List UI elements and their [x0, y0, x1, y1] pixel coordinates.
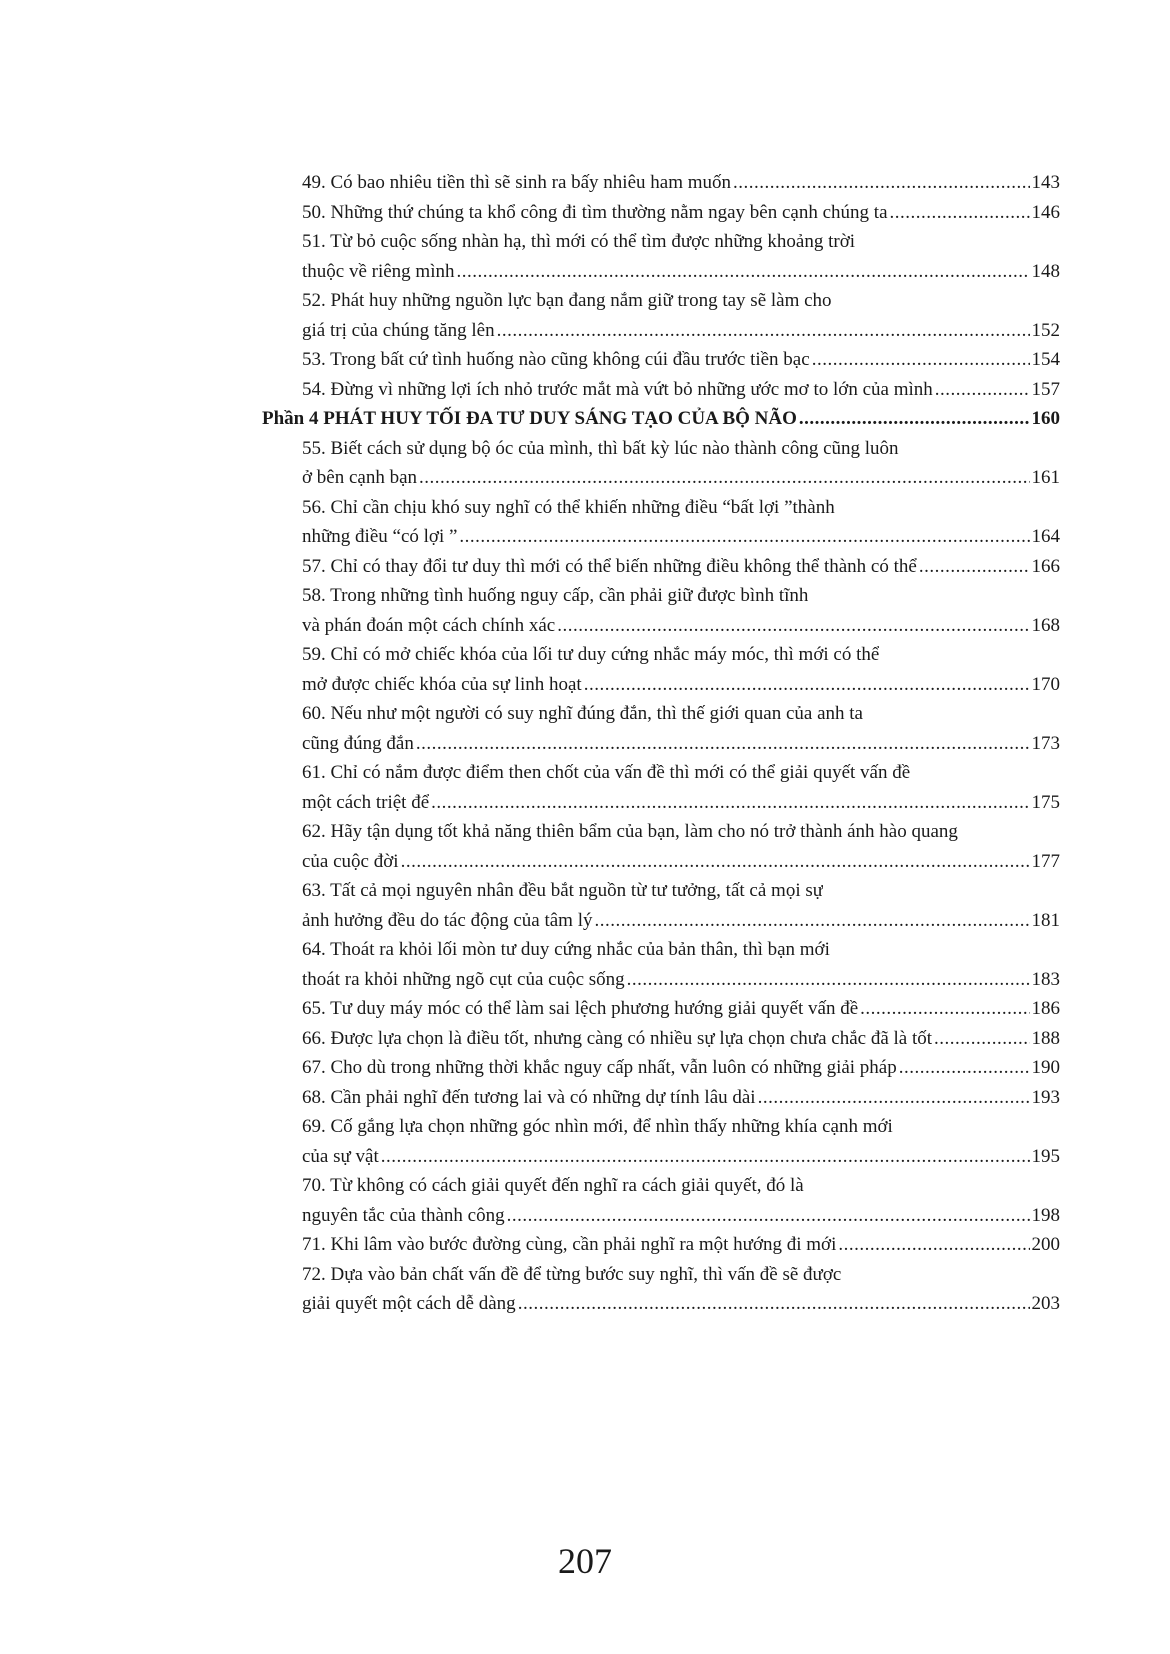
toc-entry-line — [302, 1024, 1060, 1054]
toc-entry-title: 52. Phát huy những nguồn lực bạn đang nắm giữ trong tay sẽ làm cho — [302, 290, 832, 311]
toc-entry-title: ảnh hưởng đều do tác động của tâm lý — [302, 909, 593, 931]
toc-page-number: 186 — [1031, 998, 1060, 1019]
toc-entry-line — [302, 522, 1060, 552]
toc-entry-line — [302, 906, 1060, 936]
toc-page-number: 177 — [1031, 850, 1060, 872]
toc-entry-title: giải quyết một cách dễ dàng — [302, 1293, 516, 1314]
dot-leader — [627, 965, 1030, 995]
dot-leader — [838, 1230, 1029, 1260]
toc-page-number: 203 — [1031, 1293, 1060, 1314]
toc-entry-title: 62. Hãy tận dụng tốt khả năng thiên bẩm của bạn, làm cho nó trở thành ánh hào quang — [302, 821, 958, 842]
toc-page-number: 166 — [1031, 555, 1060, 577]
toc-entry-title: 55. Biết cách sử dụng bộ óc của mình, thì bất kỳ lúc nào thành công cũng luôn — [302, 437, 899, 459]
toc-entry-title: 61. Chỉ có nắm được điểm then chốt của vấn đề thì mới có thể giải quyết vấn đề — [302, 762, 911, 783]
toc-entry-line — [302, 817, 1060, 847]
toc-entry-line — [302, 345, 1060, 375]
toc-entry-line — [302, 758, 1060, 788]
dot-leader — [899, 1053, 1030, 1083]
toc-entry-line — [302, 493, 1060, 523]
toc-page-number: 198 — [1031, 1204, 1060, 1226]
toc-entry-line — [302, 1230, 1060, 1260]
dot-leader — [497, 316, 1030, 346]
toc-page-number: 154 — [1031, 349, 1060, 370]
toc-entry-line — [302, 965, 1060, 995]
toc-entry-line — [302, 168, 1060, 198]
dot-leader — [431, 788, 1029, 818]
toc-page-number: 193 — [1031, 1086, 1060, 1108]
toc-entry-line — [302, 788, 1060, 818]
toc-entry-line — [302, 1083, 1060, 1113]
toc-page-number: 160 — [1031, 408, 1060, 429]
toc-entry-title: ở bên cạnh bạn — [302, 467, 418, 488]
toc-entry-title: 69. Cố gắng lựa chọn những góc nhìn mới, để nhìn thấy những khía cạnh mới — [302, 1116, 893, 1137]
toc-entry-title: 58. Trong những tình huống nguy cấp, cần phải giữ được bình tĩnh — [302, 585, 809, 606]
toc-page-number: 200 — [1031, 1234, 1060, 1255]
dot-leader — [935, 375, 1030, 405]
dot-leader — [812, 345, 1030, 375]
toc-entry-line — [302, 1142, 1060, 1172]
toc-page-number: 181 — [1031, 909, 1060, 931]
toc-entry-title: 65. Tư duy máy móc có thể làm sai lệch phương hướng giải quyết vấn đề — [302, 998, 859, 1019]
toc-entry-line — [302, 1201, 1060, 1231]
toc-entry-title: của cuộc đời — [302, 850, 399, 872]
toc-entry-line — [302, 1289, 1060, 1319]
table-of-contents — [262, 168, 1060, 1319]
toc-page-number: 168 — [1031, 614, 1060, 636]
toc-entry-title: 63. Tất cả mọi nguyên nhân đều bắt nguồn từ tư tưởng, tất cả mọi sự — [302, 880, 824, 901]
toc-entry-title: 71. Khi lâm vào bước đường cùng, cần phải nghĩ ra một hướng đi mới — [302, 1234, 837, 1255]
toc-entry-title: 68. Cần phải nghĩ đến tương lai và có những dự tính lâu dài — [302, 1086, 756, 1108]
toc-entry-line — [302, 1053, 1060, 1083]
toc-entry-title: mở được chiếc khóa của sự linh hoạt — [302, 673, 582, 695]
toc-page-number: 161 — [1031, 467, 1060, 488]
toc-entry-title: thuộc về riêng mình — [302, 260, 455, 282]
dot-leader — [934, 1024, 1029, 1054]
dot-leader — [459, 522, 1029, 552]
toc-entry-title: 70. Từ không có cách giải quyết đến nghĩ ra cách giải quyết, đó là — [302, 1175, 804, 1196]
toc-entry-title: giá trị của chúng tăng lên — [302, 319, 495, 341]
toc-page-number: 148 — [1031, 260, 1060, 282]
toc-entry-line — [302, 847, 1060, 877]
dot-leader — [595, 906, 1030, 936]
toc-entry-title: một cách triệt để — [302, 791, 430, 813]
dot-leader — [457, 257, 1030, 287]
dot-leader — [401, 847, 1030, 877]
toc-entry-line — [302, 227, 1060, 257]
toc-entry-title: 60. Nếu như một người có suy nghĩ đúng đắn, thì thế giới quan của anh ta — [302, 703, 863, 724]
toc-entry-line — [302, 699, 1060, 729]
toc-entry-title: 57. Chỉ có thay đổi tư duy thì mới có thể biến những điều không thể thành có thể — [302, 555, 917, 577]
toc-entry-title: 53. Trong bất cứ tình huống nào cũng không cúi đầu trước tiền bạc — [302, 349, 810, 370]
toc-page-number: 157 — [1031, 378, 1060, 400]
toc-entry-line — [302, 1260, 1060, 1290]
toc-entry-line — [302, 611, 1060, 641]
toc-entry-title: 54. Đừng vì những lợi ích nhỏ trước mắt mà vứt bỏ những ước mơ to lớn của mình — [302, 378, 933, 400]
toc-entry-title: cũng đúng đắn — [302, 732, 414, 754]
dot-leader — [919, 552, 1030, 582]
toc-entry-line — [302, 286, 1060, 316]
toc-entry-line — [302, 316, 1060, 346]
toc-entry-line — [302, 935, 1060, 965]
toc-entry-title: 49. Có bao nhiêu tiền thì sẽ sinh ra bấy nhiêu ham muốn — [302, 172, 732, 193]
toc-page-number: 195 — [1031, 1145, 1060, 1167]
toc-entry-line — [302, 552, 1060, 582]
toc-entry-line — [302, 463, 1060, 493]
toc-part-heading — [262, 404, 1060, 434]
dot-leader — [799, 404, 1030, 434]
toc-entry-line — [302, 581, 1060, 611]
toc-entry-line — [302, 1112, 1060, 1142]
toc-entry-title: 64. Thoát ra khỏi lối mòn tư duy cứng nhắc của bản thân, thì bạn mới — [302, 939, 830, 960]
toc-page-number: 173 — [1031, 732, 1060, 754]
toc-entry-title: Phần 4 PHÁT HUY TỐI ĐA TƯ DUY SÁNG TẠO CỦA BỘ NÃO — [262, 408, 797, 429]
toc-entry-line — [302, 257, 1060, 287]
toc-entry-line — [302, 1171, 1060, 1201]
toc-entry-line — [302, 434, 1060, 464]
toc-entry-title: 51. Từ bỏ cuộc sống nhàn hạ, thì mới có thể tìm được những khoảng trời — [302, 231, 856, 252]
toc-entry-line — [302, 729, 1060, 759]
dot-leader — [860, 994, 1029, 1024]
dot-leader — [518, 1289, 1030, 1319]
toc-page-number: 190 — [1031, 1057, 1060, 1078]
toc-entry-line — [302, 994, 1060, 1024]
dot-leader — [416, 729, 1030, 759]
toc-entry-title: 66. Được lựa chọn là điều tốt, nhưng càng có nhiều sự lựa chọn chưa chắc đã là tốt — [302, 1027, 933, 1049]
toc-page-number: 170 — [1031, 673, 1060, 695]
dot-leader — [381, 1142, 1030, 1172]
dot-leader — [419, 463, 1029, 493]
dot-leader — [758, 1083, 1030, 1113]
toc-entry-line — [302, 640, 1060, 670]
toc-entry-title: nguyên tắc của thành công — [302, 1204, 505, 1226]
toc-entry-title: thoát ra khỏi những ngõ cụt của cuộc sống — [302, 968, 625, 990]
toc-page-number: 152 — [1031, 319, 1060, 341]
toc-page-number: 188 — [1031, 1027, 1060, 1049]
dot-leader — [733, 168, 1029, 198]
toc-entry-title: những điều “có lợi ” — [302, 526, 458, 547]
toc-entry-line — [302, 375, 1060, 405]
page-number: 207 — [558, 1541, 612, 1581]
toc-entry-title: và phán đoán một cách chính xác — [302, 614, 556, 636]
toc-page-number: 143 — [1031, 172, 1060, 193]
toc-entry-title: 50. Những thứ chúng ta khổ công đi tìm thường nằm ngay bên cạnh chúng ta — [302, 201, 888, 223]
toc-entry-line — [302, 670, 1060, 700]
toc-entry-line — [302, 198, 1060, 228]
toc-entry-line — [302, 876, 1060, 906]
dot-leader — [584, 670, 1030, 700]
toc-entry-title: 67. Cho dù trong những thời khắc nguy cấp nhất, vẫn luôn có những giải pháp — [302, 1057, 897, 1078]
toc-entry-title: 72. Dựa vào bản chất vấn đề để từng bước suy nghĩ, thì vấn đề sẽ được — [302, 1263, 842, 1285]
toc-entry-title: của sự vật — [302, 1145, 379, 1167]
dot-leader — [557, 611, 1029, 641]
toc-page-number: 146 — [1031, 201, 1060, 223]
toc-entry-title: 59. Chỉ có mở chiếc khóa của lối tư duy cứng nhắc máy móc, thì mới có thể — [302, 644, 880, 665]
dot-leader — [507, 1201, 1030, 1231]
toc-page-number: 175 — [1031, 791, 1060, 813]
toc-page-number: 183 — [1031, 968, 1060, 990]
dot-leader — [890, 198, 1030, 228]
toc-entry-title: 56. Chỉ cần chịu khó suy nghĩ có thể khiến những điều “bất lợi ”thành — [302, 496, 835, 518]
toc-page-number: 164 — [1031, 526, 1060, 547]
